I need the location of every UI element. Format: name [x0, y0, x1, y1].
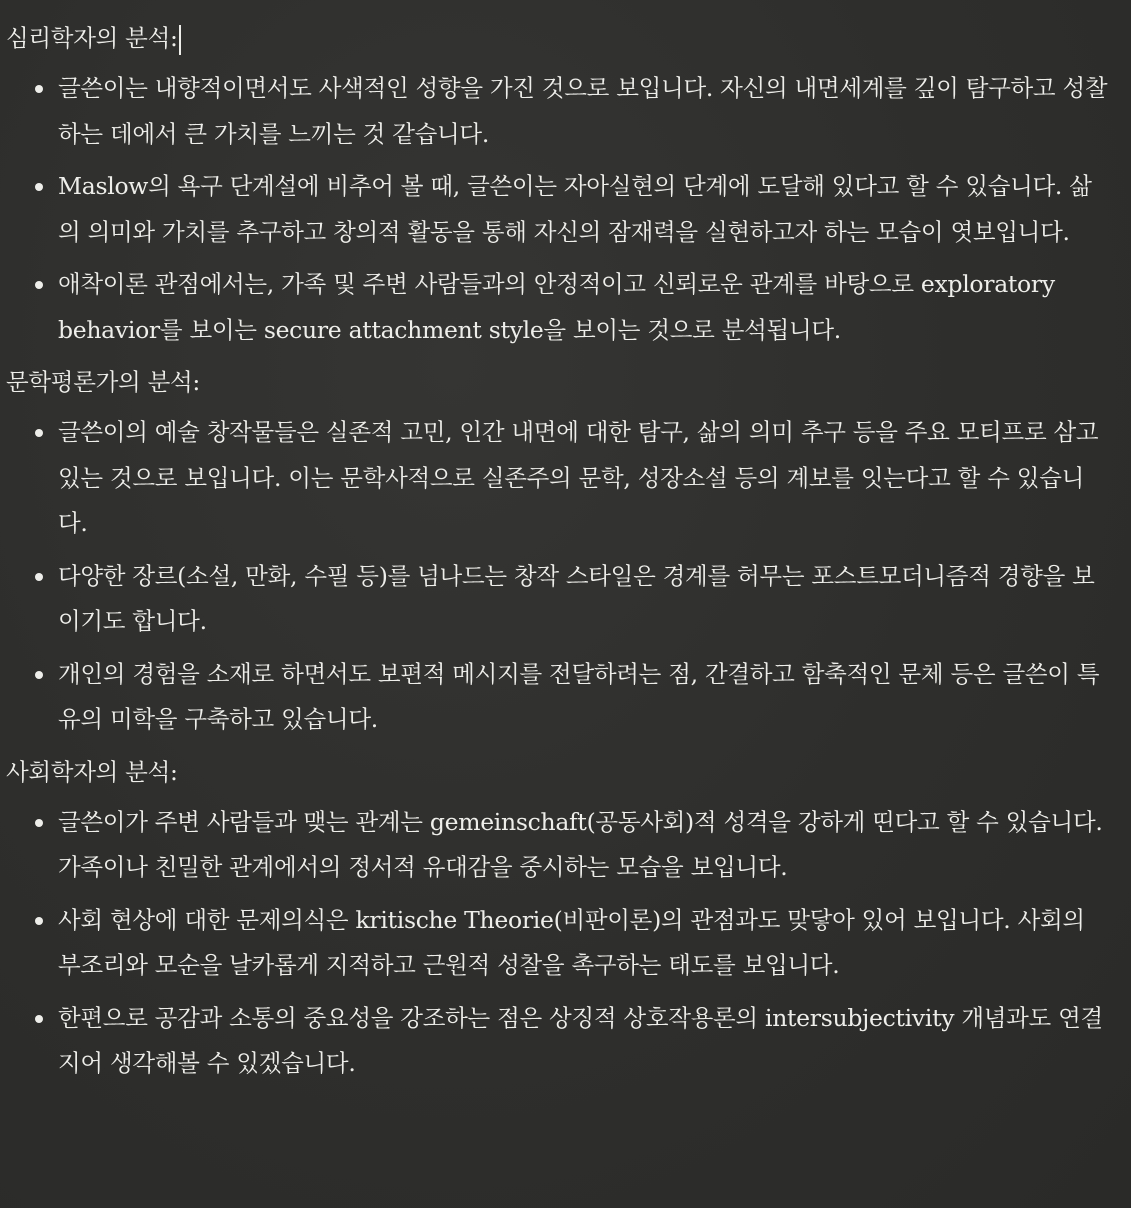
list-item-text: Maslow의 욕구 단계설에 비추어 볼 때, 글쓴이는 자아실현의 단계에 도달해 있다고 할 수 있습니다. 삶의 의미와 가치를 추구하고 창의적 활동을 통해 자신의 잠재력을 실현하고자 하는 모습이 엿보입니다.	[58, 172, 1092, 246]
section-heading-literary-critic: 문학평론가의 분석:	[6, 368, 200, 396]
list-item-text: 글쓴이가 주변 사람들과 맺는 관계는 gemeinschaft(공동사회)적 성격을 강하게 띤다고 할 수 있습니다. 가족이나 친밀한 관계에서의 정서적 유대감을 중시하는 모습을 보입니다.	[58, 807, 1103, 881]
bullet-icon	[35, 819, 43, 827]
list-item-text: 한편으로 공감과 소통의 중요성을 강조하는 점은 상징적 상호작용론의 intersubjectivity 개념과도 연결지어 생각해볼 수 있겠습니다.	[58, 1003, 1103, 1077]
bullet-icon	[35, 917, 43, 925]
section-heading-psychologist: 심리학자의 분석:	[6, 16, 1131, 60]
list-item	[6, 652, 1131, 743]
list-item-text: 다양한 장르(소설, 만화, 수필 등)를 넘나드는 창작 스타일은 경계를 허무는 포스트모더니즘적 경향을 보이기도 합니다.	[58, 561, 1095, 635]
list-item	[6, 262, 1131, 353]
bullet-icon	[35, 429, 43, 437]
psychologist-points	[6, 66, 1131, 353]
section-heading-sociologist: 사회학자의 분석:	[6, 757, 178, 786]
list-item	[6, 410, 1131, 547]
sociologist-points	[6, 800, 1131, 1087]
list-item-text: 사회 현상에 대한 문제의식은 kritische Theorie(비판이론)의 관점과도 맞닿아 있어 보입니다. 사회의 부조리와 모순을 날카롭게 지적하고 근원적 성찰을 촉구하는 태도를 보입니다.	[58, 905, 1085, 979]
list-item	[6, 554, 1131, 645]
bullet-icon	[35, 85, 43, 93]
list-item	[6, 800, 1131, 891]
list-item	[6, 164, 1131, 255]
list-item	[6, 66, 1131, 157]
bullet-icon	[35, 671, 43, 679]
literary-critic-points	[6, 410, 1131, 743]
bullet-icon	[35, 1015, 43, 1023]
list-item-text: 애착이론 관점에서는, 가족 및 주변 사람들과의 안정적이고 신뢰로운 관계를 바탕으로 exploratory behavior를 보이는 secure attachment style을 보이는 것으로 분석됩니다.	[58, 270, 1055, 344]
list-item-text: 글쓴이의 예술 창작물들은 실존적 고민, 인간 내면에 대한 탐구, 삶의 의미 추구 등을 주요 모티프로 삼고 있는 것으로 보입니다. 이는 문학사적으로 실존주의 문학, 성장소설 등의 계보를 잇는다고 할 수 있습니다.	[58, 418, 1099, 537]
bullet-icon	[35, 183, 43, 191]
list-item	[6, 898, 1131, 989]
list-item	[6, 996, 1131, 1087]
list-item-text: 개인의 경험을 소재로 하면서도 보편적 메시지를 전달하려는 점, 간결하고 함축적인 문체 등은 글쓴이 특유의 미학을 구축하고 있습니다.	[58, 659, 1100, 733]
bullet-icon	[35, 573, 43, 581]
bullet-icon	[35, 281, 43, 289]
text-cursor	[179, 25, 181, 55]
list-item-text: 글쓴이는 내향적이면서도 사색적인 성향을 가진 것으로 보입니다. 자신의 내면세계를 깊이 탐구하고 성찰하는 데에서 큰 가치를 느끼는 것 같습니다.	[58, 74, 1108, 148]
